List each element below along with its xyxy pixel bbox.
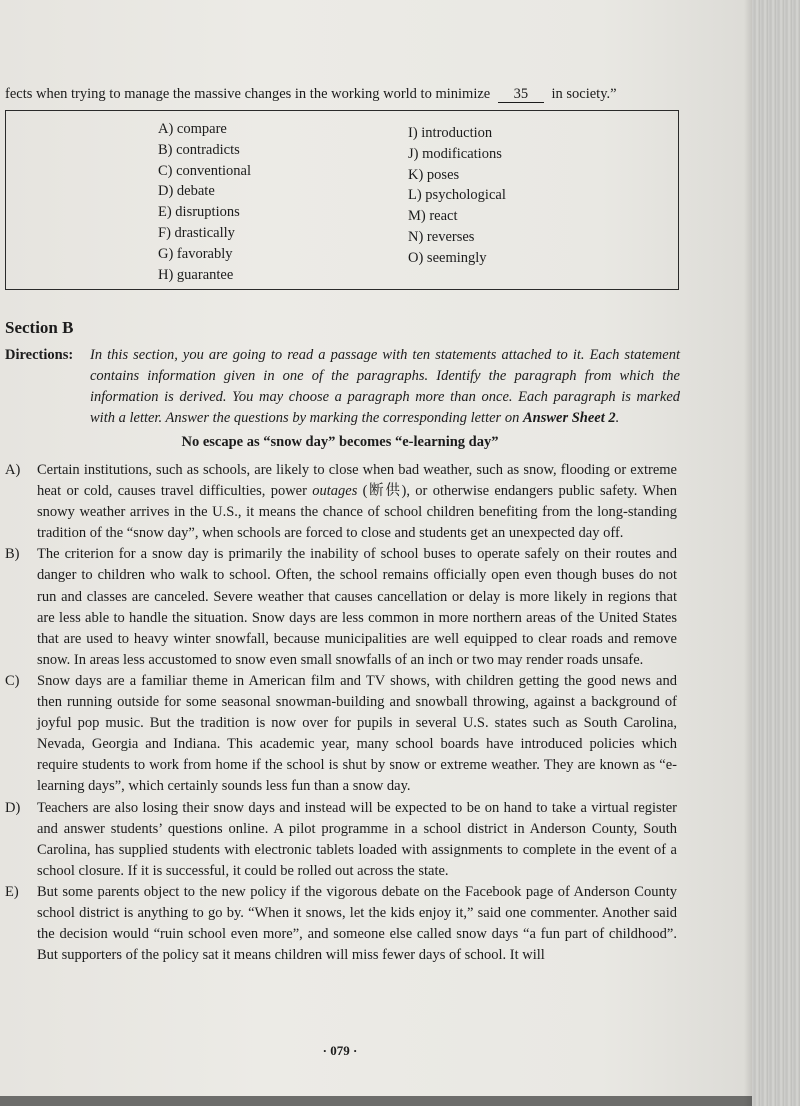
- directions-end: .: [615, 410, 620, 426]
- word-option: D) debate: [158, 183, 215, 200]
- directions-text: [90, 345, 680, 429]
- passage-title: No escape as “snow day” becomes “e-learning day”: [181, 434, 499, 450]
- paragraph-label: E): [5, 883, 19, 900]
- word-option: A) compare: [158, 121, 227, 137]
- word-option: C) conventional: [158, 162, 252, 179]
- word-option: O) seemingly: [408, 249, 487, 266]
- word-option: K) poses: [408, 166, 460, 183]
- continuation-text: fects when trying to manage the massive changes in the working world to minimize: [5, 86, 491, 102]
- section-title: Section B: [5, 318, 74, 337]
- paragraph-label: C): [5, 672, 20, 689]
- paragraph-b: [5, 544, 677, 671]
- word-bank-box: [5, 110, 679, 290]
- word-option: J) modifications: [408, 145, 502, 162]
- answer-sheet-label: Answer Sheet 2: [522, 410, 616, 426]
- word-option: E) disruptions: [158, 204, 240, 221]
- word-option: L) psychological: [408, 187, 506, 204]
- paragraph-text: But some parents object to the new policy if the vigorous debate on the Facebook page of Anderson County school district is anything to go by. “When it snows, let the kids enjoy it,” said one commenter. Another said the decision would “ruin school even more”, and someone else called snow days “a fun part of childhood”. But supporters of the policy sat it means children will miss fewer days of school. It will: [37, 883, 677, 964]
- paragraph-text: , or otherwise endangers public safety. When snowy weather arrives in the U.S., it means the chance of school children benefiting from the long-standing tradition of the “snow day”, when schools are forced to close and students get an unexpected day off.: [37, 483, 677, 542]
- directions-label: Directions:: [5, 347, 74, 363]
- paragraph-c: [5, 671, 677, 798]
- word-option: I) introduction: [408, 125, 493, 141]
- continuation-end: in society.”: [551, 86, 617, 102]
- paragraph-text: The criterion for a snow day is primarily the inability of school buses to operate safely on their routes and danger to children who walk to school. Often, the school remains officially open even though buses do not run and classes are canceled. Severe weather that causes cancellation or delay is more likely in regions that are less able to handle the situation. Snow days are less common in more northern areas of the United States that are used to heavy winter snowfall, because municipalities are well equipped to clear roads and remove snow. In areas less accustomed to snow even small snowfalls of an inch or two may render roads unsafe.: [37, 546, 677, 668]
- paragraph-label: A): [5, 462, 21, 478]
- glossed-term: outages: [312, 483, 358, 500]
- word-option: G) favorably: [158, 245, 233, 262]
- word-option: F) drastically: [158, 224, 235, 241]
- paragraph-a: [5, 460, 677, 544]
- word-bank-right-column: [408, 123, 506, 269]
- page-number: · 079 ·: [322, 1043, 358, 1058]
- continuation-line: [5, 84, 705, 104]
- paragraph-label: B): [5, 546, 20, 563]
- directions-block: [5, 345, 680, 429]
- directions-body: In this section, you are going to read a passage with ten statements attached to it. Each statement contains information given in one of the paragraphs. Identify the paragraph from which the information is derived. You may choose a paragraph more than once. Each paragraph is marked with a letter. Answer the questions by marking the corresponding letter on: [90, 347, 680, 426]
- term-gloss: (断供): [357, 483, 407, 500]
- word-option: B) contradicts: [158, 141, 240, 158]
- word-option: N) reverses: [408, 228, 475, 245]
- paragraph-d: [5, 798, 677, 882]
- bottom-shadow: [0, 1096, 752, 1106]
- page-edges: [752, 0, 800, 1106]
- word-option: H) guarantee: [158, 266, 234, 283]
- word-option: M) react: [408, 208, 458, 225]
- word-bank-left-column: [158, 119, 251, 285]
- paragraph-text: Teachers are also losing their snow days and instead will be expected to be on hand to take a virtual register and answer students’ questions online. A pilot programme in a school district in Anderson County, South Carolina, has supplied students with electronic tablets loaded with assignments to complete in the event of a school closure. If it is successful, it could be rolled out across the state.: [37, 799, 677, 879]
- paragraph-e: [5, 882, 677, 966]
- paragraph-text: Certain institutions, such as schools, are likely to close when bad weather, such as snow, flooding or extreme heat or cold, causes travel difficulties, power: [37, 462, 677, 500]
- paragraph-label: D): [5, 799, 21, 816]
- passage-paragraphs: [5, 460, 677, 966]
- answer-blank-35: 35: [498, 86, 544, 103]
- paragraph-text: Snow days are a familiar theme in American film and TV shows, with children getting the good news and then running outside for some seasonal snowman-building and snowball throwing, against a background of joyful pop music. But the tradition is now over for pupils in several U.S. states such as South Carolina, Nevada, Georgia and Indiana. This academic year, many school boards have introduced policies which require students to work from home if the school is shut by snow or extreme weather. They are known as “e-learning days”, which certainly sounds less fun than a snow day.: [37, 672, 677, 795]
